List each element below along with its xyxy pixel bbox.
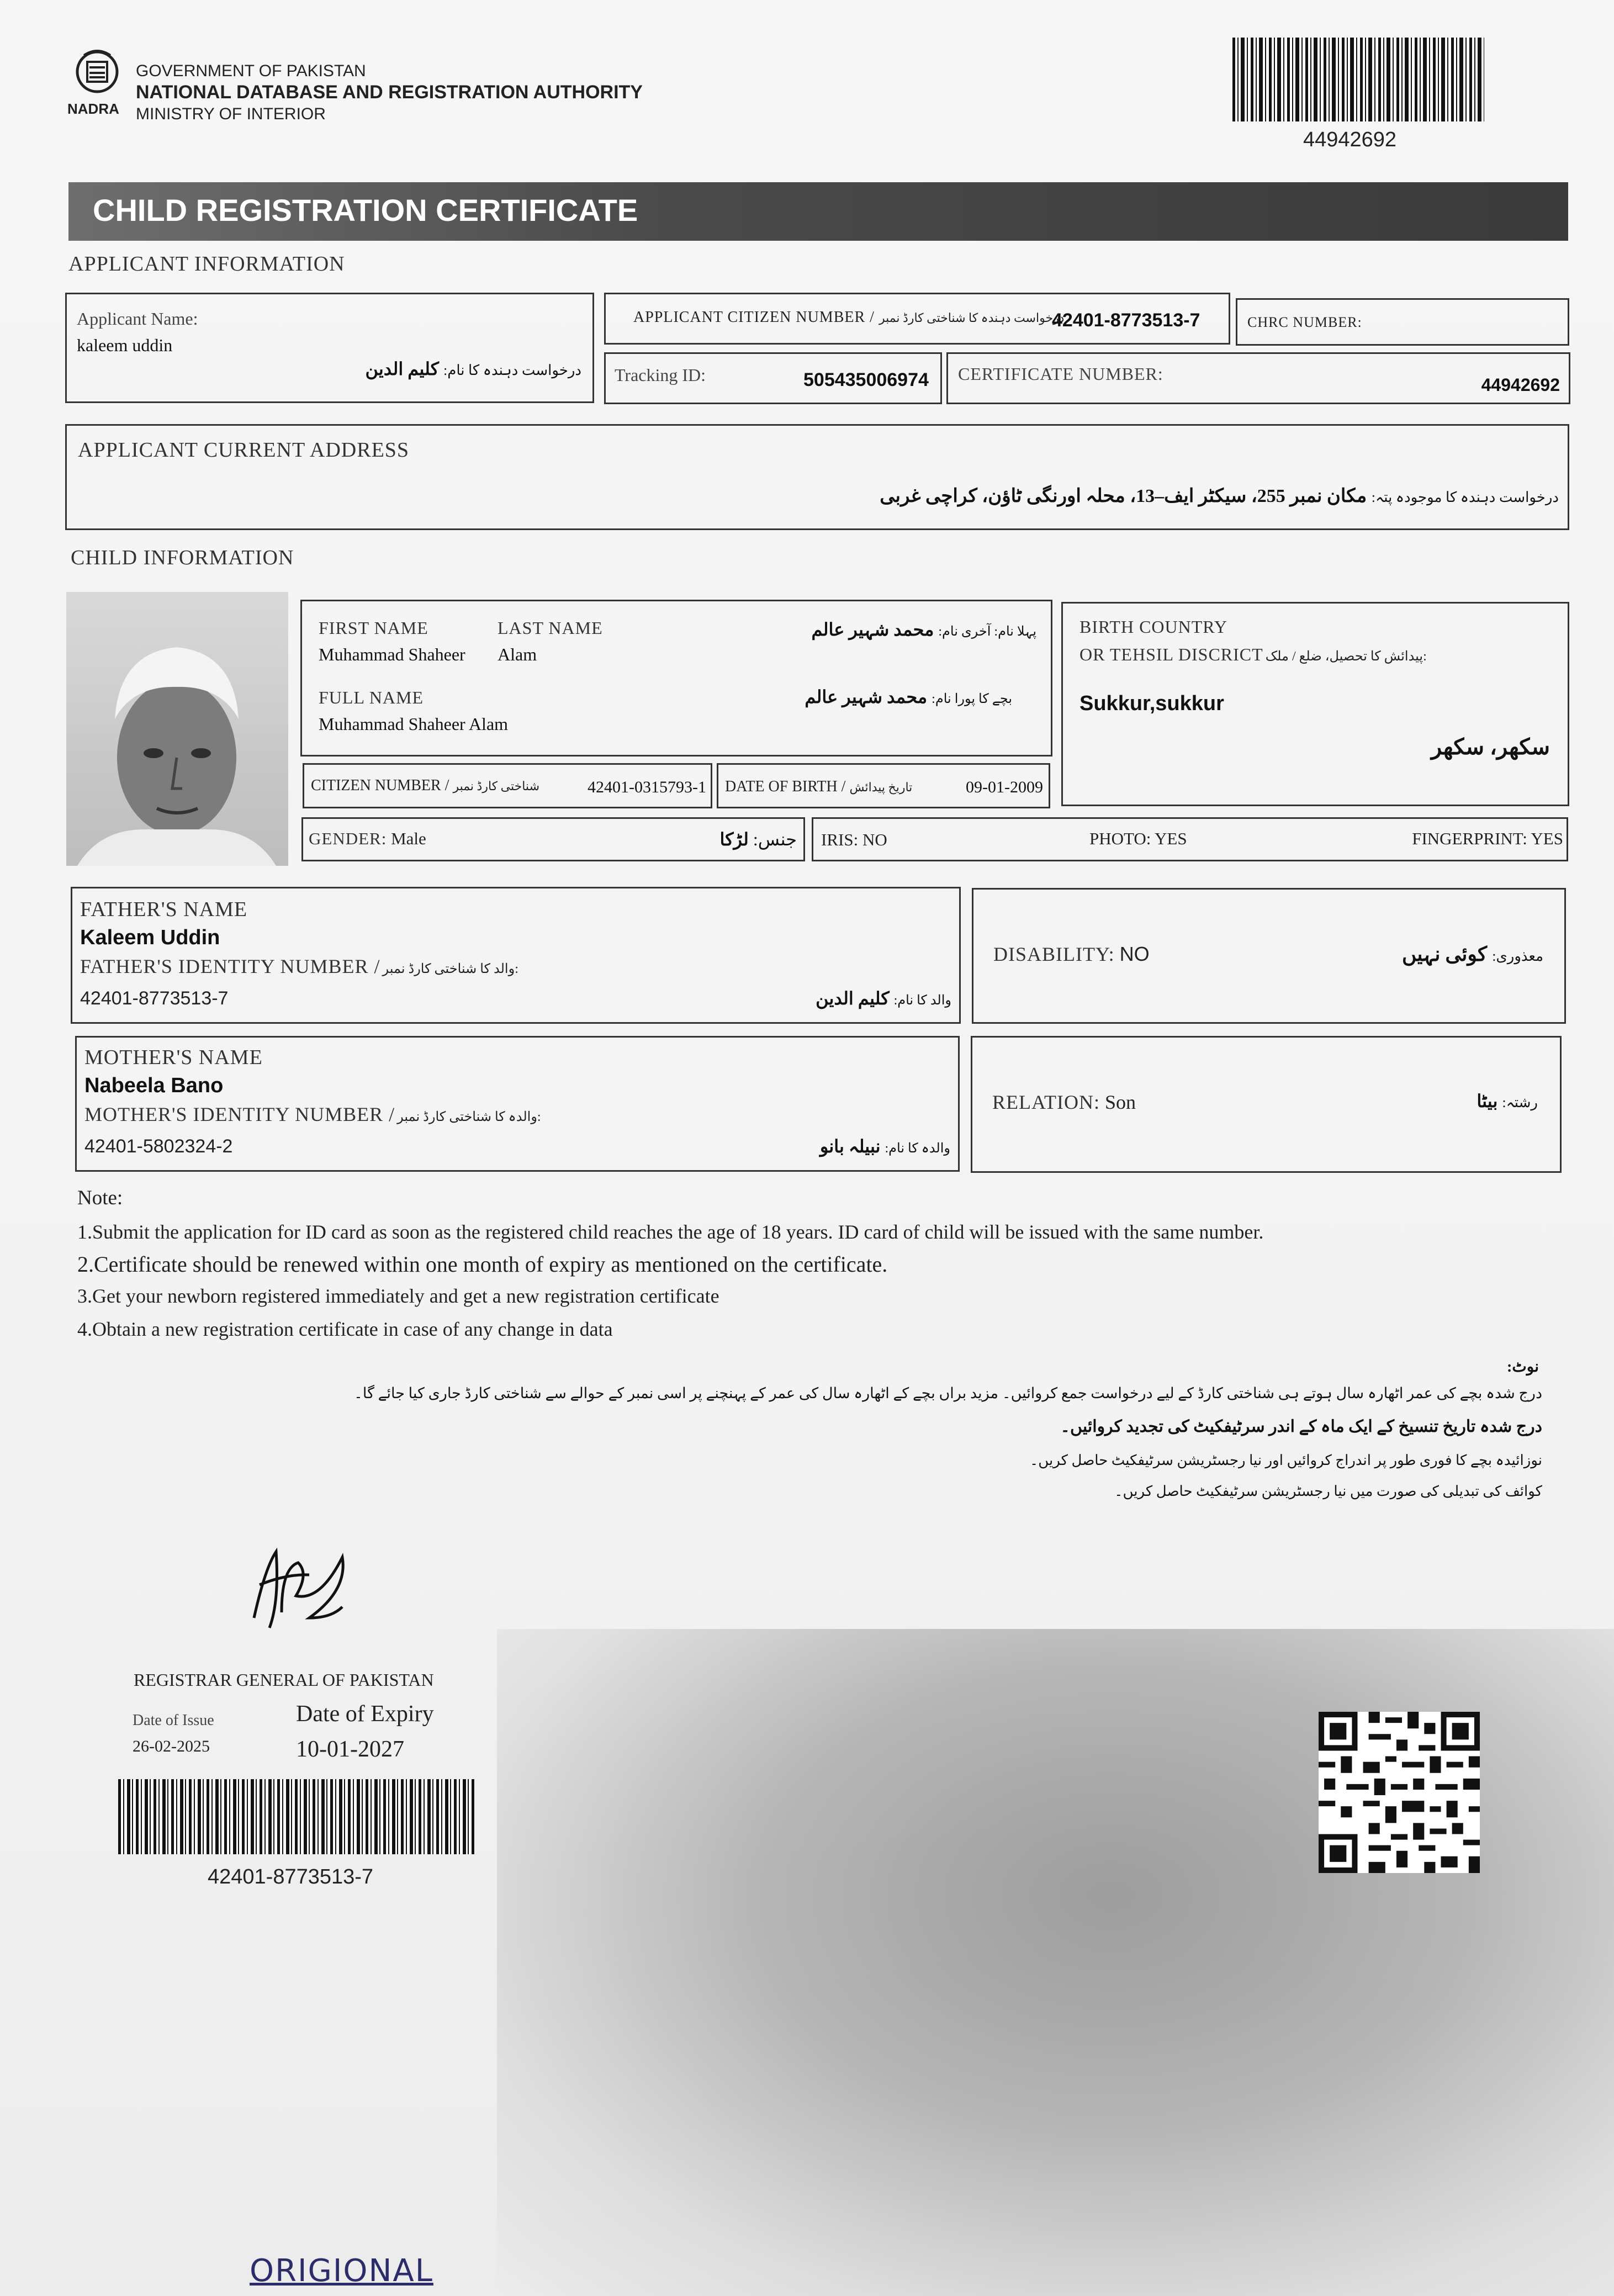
dob-label-en: DATE OF BIRTH / bbox=[725, 778, 846, 795]
relation-urdu bbox=[1477, 1091, 1538, 1112]
top-barcode bbox=[1232, 38, 1484, 121]
dob-label bbox=[725, 778, 912, 796]
applicant-name-label: Applicant Name: bbox=[77, 309, 198, 329]
photo-value: YES bbox=[1155, 829, 1187, 848]
birth-place-value: Sukkur,sukkur bbox=[1079, 692, 1224, 715]
urdu-note-3: نوزائیدہ بچے کا فوری طور پر اندراج کروائیں اور نیا رجسٹریشن سرٹیفکیٹ حاصل کریں۔ bbox=[1030, 1452, 1542, 1468]
last-name-urdu: عالم bbox=[811, 620, 845, 639]
child-names-urdu-labels: پہلا نام: آخری نام: bbox=[938, 625, 1036, 639]
applicant-citizen-value: 42401-8773513-7 bbox=[1052, 310, 1200, 331]
mother-id-label bbox=[84, 1103, 541, 1126]
relation-value: Son bbox=[1104, 1091, 1136, 1113]
certificate-title: CHILD REGISTRATION CERTIFICATE bbox=[93, 193, 638, 228]
mother-name-urdu-label: والدہ کا نام: bbox=[885, 1141, 950, 1156]
applicant-name-urdu bbox=[366, 358, 581, 379]
issue-value: 26-02-2025 bbox=[133, 1737, 210, 1755]
gender-urdu-value: لڑکا bbox=[719, 829, 749, 849]
address-urdu bbox=[880, 484, 1559, 507]
child-citizen-box bbox=[303, 763, 712, 808]
title-bar bbox=[68, 182, 1568, 241]
full-name-urdu-label: بچے کا پورا نام: bbox=[932, 692, 1012, 706]
last-name-label: LAST NAME bbox=[498, 618, 603, 638]
child-citizen-label bbox=[311, 777, 539, 795]
dob-label-urdu: تاریخ پیدائش bbox=[849, 780, 913, 794]
header-nadra: NATIONAL DATABASE AND REGISTRATION AUTHORITY bbox=[136, 82, 643, 103]
birth-place-urdu: سکھر، سکھر bbox=[1431, 734, 1550, 759]
registrar-signature bbox=[243, 1535, 353, 1629]
note-item-2: 2.Certificate should be renewed within one month of expiry as mentioned on the certificate. bbox=[77, 1252, 888, 1277]
fingerprint-label: FINGERPRINT: bbox=[1412, 829, 1527, 848]
tracking-label: Tracking ID: bbox=[615, 365, 706, 385]
last-name-value: Alam bbox=[498, 644, 537, 664]
father-name-label: FATHER'S NAME bbox=[80, 898, 248, 921]
header-government: GOVERNMENT OF PAKISTAN bbox=[136, 62, 366, 80]
applicant-citizen-label-urdu: درخواست دہندہ کا شناختی کارڈ نمبر bbox=[879, 311, 1065, 325]
child-names-urdu bbox=[812, 619, 1037, 640]
mother-id-label-urdu: والدہ کا شناختی کارڈ نمبر: bbox=[397, 1110, 541, 1124]
disability-box bbox=[972, 888, 1566, 1024]
relation-urdu-label: رشتہ: bbox=[1502, 1094, 1538, 1110]
mother-name-label: MOTHER'S NAME bbox=[84, 1046, 263, 1069]
gender-urdu bbox=[719, 829, 797, 850]
relation-label: RELATION: bbox=[992, 1091, 1100, 1113]
bottom-barcode-number: 42401-8773513-7 bbox=[208, 1865, 374, 1888]
father-id-label-en: FATHER'S IDENTITY NUMBER / bbox=[80, 955, 380, 977]
handwritten-original: ORIGIONAL bbox=[250, 2253, 433, 2289]
note-item-3: 3.Get your newborn registered immediately and get a new registration certificate bbox=[77, 1285, 719, 1307]
urdu-note-4: کوائف کی تبدیلی کی صورت میں نیا رجسٹریشن سرٹیفکیٹ حاصل کریں۔ bbox=[1114, 1483, 1542, 1499]
tehsil-label: OR TEHSIL DISCRICT bbox=[1079, 644, 1263, 664]
child-citizen-label-en: CITIZEN NUMBER / bbox=[311, 777, 449, 794]
child-photo bbox=[66, 592, 288, 866]
birth-place-box bbox=[1061, 602, 1569, 806]
father-name-urdu-label: والد کا نام: bbox=[893, 993, 951, 1008]
mother-box bbox=[75, 1036, 960, 1172]
iris-line bbox=[821, 830, 887, 850]
address-box bbox=[65, 424, 1569, 530]
birth-urdu-label: پیدائش کا تحصیل، ضلع / ملک: bbox=[1265, 649, 1427, 664]
dob-value: 09-01-2009 bbox=[966, 778, 1043, 796]
mother-id-value: 42401-5802324-2 bbox=[84, 1136, 233, 1157]
child-citizen-value: 42401-0315793-1 bbox=[588, 778, 706, 796]
relation-urdu-value: بیٹا bbox=[1477, 1091, 1498, 1111]
urdu-note-2: درج شدہ تاریخ تنسیخ کے ایک ماہ کے اندر سرٹیفکیٹ کی تجدید کروائیں۔ bbox=[1060, 1417, 1542, 1436]
fingerprint-line bbox=[1412, 829, 1563, 849]
tracking-value: 505435006974 bbox=[803, 369, 929, 390]
biometrics-box bbox=[812, 817, 1568, 861]
iris-value: NO bbox=[862, 830, 887, 849]
father-name-value: Kaleem Uddin bbox=[80, 926, 220, 949]
first-name-urdu: محمد شہیر bbox=[849, 620, 934, 639]
mother-name-urdu-value: نبیلہ بانو bbox=[819, 1136, 881, 1156]
disability-line bbox=[993, 943, 1150, 966]
notes-heading: Note: bbox=[77, 1187, 123, 1209]
full-name-value: Muhammad Shaheer Alam bbox=[319, 714, 509, 734]
disability-urdu bbox=[1402, 943, 1543, 966]
father-name-urdu-value: کلیم الدین bbox=[816, 988, 890, 1008]
note-item-4: 4.Obtain a new registration certificate in case of any change in data bbox=[77, 1318, 613, 1340]
father-name-urdu bbox=[816, 988, 951, 1009]
disability-urdu-label: معذوری: bbox=[1492, 948, 1543, 964]
father-id-label bbox=[80, 955, 518, 978]
father-box bbox=[71, 887, 961, 1024]
certificate-number-value: 44942692 bbox=[1481, 375, 1560, 395]
applicant-name-urdu-value: کلیم الدین bbox=[365, 359, 439, 379]
certificate-number-label: CERTIFICATE NUMBER: bbox=[958, 364, 1163, 384]
tehsil-line bbox=[1079, 644, 1427, 665]
father-id-value: 42401-8773513-7 bbox=[80, 988, 229, 1009]
address-label: APPLICANT CURRENT ADDRESS bbox=[78, 438, 410, 462]
applicant-name-box bbox=[65, 293, 594, 403]
expiry-value: 10-01-2027 bbox=[296, 1737, 404, 1762]
applicant-citizen-label-en: APPLICANT CITIZEN NUMBER / bbox=[633, 309, 875, 326]
tracking-box bbox=[604, 352, 942, 404]
applicant-citizen-label bbox=[633, 309, 1064, 326]
note-item-1: 1.Submit the application for ID card as soon as the registered child reaches the age of 18 years. ID card of child will be issued with the same number. bbox=[77, 1221, 1264, 1243]
urdu-notes-heading: نوٹ: bbox=[1507, 1358, 1539, 1376]
child-section-label: CHILD INFORMATION bbox=[71, 546, 294, 569]
full-name-label: FULL NAME bbox=[319, 687, 424, 707]
header-ministry: MINISTRY OF INTERIOR bbox=[136, 105, 326, 123]
father-id-label-urdu: والد کا شناختی کارڈ نمبر: bbox=[382, 962, 518, 976]
iris-label: IRIS: bbox=[821, 830, 859, 849]
address-urdu-value: مکان نمبر 255، سیکٹر ایف–13، محلہ اورنگی ٹاؤن، کراچی غربی bbox=[880, 486, 1367, 506]
bottom-barcode bbox=[118, 1779, 475, 1854]
disability-urdu-value: کوئی نہیں bbox=[1402, 943, 1488, 965]
gender-urdu-label: جنس: bbox=[753, 829, 797, 849]
top-barcode-number: 44942692 bbox=[1303, 128, 1397, 151]
applicant-section-label: APPLICANT INFORMATION bbox=[68, 252, 345, 276]
mother-name-urdu bbox=[820, 1136, 950, 1157]
fingerprint-value: YES bbox=[1531, 829, 1563, 848]
mother-id-label-en: MOTHER'S IDENTITY NUMBER / bbox=[84, 1103, 395, 1125]
relation-line bbox=[992, 1091, 1136, 1114]
applicant-citizen-box bbox=[604, 293, 1230, 345]
photo-line bbox=[1089, 829, 1187, 849]
dob-box bbox=[717, 763, 1050, 808]
certificate-number-box bbox=[946, 352, 1570, 404]
child-citizen-label-urdu: شناختی کارڈ نمبر bbox=[453, 779, 540, 793]
photo-label: PHOTO: bbox=[1089, 829, 1151, 848]
child-names-box bbox=[300, 600, 1052, 756]
gender-label: GENDER: bbox=[309, 829, 387, 848]
birth-country-label: BIRTH COUNTRY bbox=[1079, 617, 1227, 637]
disability-label: DISABILITY: bbox=[993, 943, 1115, 965]
gender-value: Male bbox=[391, 829, 426, 848]
first-name-label: FIRST NAME bbox=[319, 618, 428, 638]
relation-box bbox=[971, 1036, 1562, 1173]
logo-text: NADRA bbox=[67, 100, 119, 117]
full-name-urdu-value: محمد شہیر عالم bbox=[805, 687, 928, 707]
applicant-name-value: kaleem uddin bbox=[77, 335, 173, 355]
gender-line bbox=[309, 829, 426, 849]
disability-value: NO bbox=[1119, 943, 1150, 965]
expiry-label: Date of Expiry bbox=[296, 1701, 434, 1727]
gender-box bbox=[301, 817, 805, 861]
urdu-note-1: درج شدہ بچے کی عمر اٹھارہ سال ہوتے ہی شناختی کارڈ کے لیے درخواست جمع کروائیں۔ مزید براں بچے کے اٹھارہ سال کی عمر کے پہنچنے پر اسی نمبر کے حوالے سے شناختی کارڈ جاری کیا جائے گا۔ bbox=[354, 1385, 1542, 1401]
qr-code bbox=[1319, 1712, 1480, 1873]
address-urdu-label: درخواست دہندہ کا موجودہ پتہ: bbox=[1371, 489, 1559, 505]
applicant-name-urdu-label: درخواست دہندہ کا نام: bbox=[443, 362, 581, 378]
issue-label: Date of Issue bbox=[133, 1712, 214, 1729]
chrc-box bbox=[1236, 298, 1569, 346]
mother-name-value: Nabeela Bano bbox=[84, 1074, 224, 1097]
chrc-label: CHRC NUMBER: bbox=[1247, 314, 1362, 330]
full-name-urdu bbox=[805, 686, 1012, 707]
first-name-value: Muhammad Shaheer bbox=[319, 644, 465, 664]
registrar-title: REGISTRAR GENERAL OF PAKISTAN bbox=[134, 1670, 434, 1690]
